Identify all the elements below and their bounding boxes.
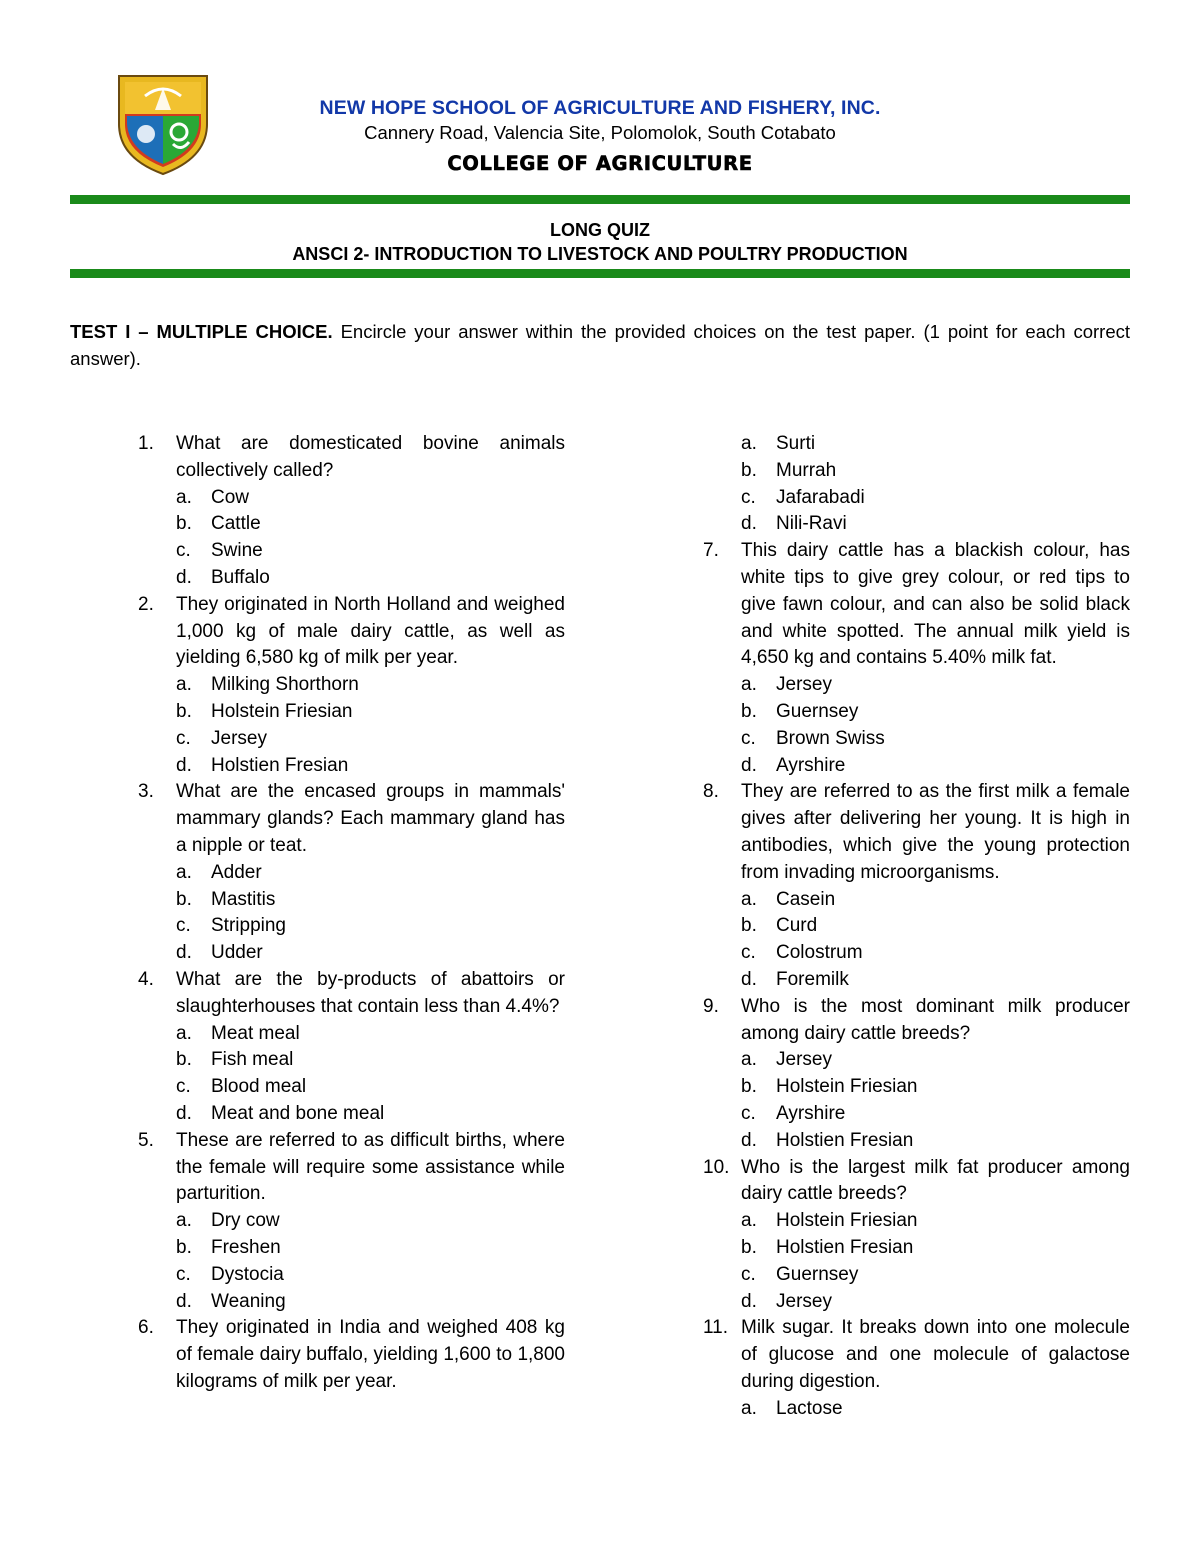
question-text: These are referred to as difficult births, where the female will require some assistance while parturition.	[176, 1129, 565, 1205]
question-number: 2.	[138, 593, 154, 615]
answer-option[interactable]	[138, 1047, 565, 1074]
option-text: Holstien Fresian	[776, 1129, 914, 1151]
option-text: Colostrum	[776, 942, 863, 964]
option-letter: b.	[176, 513, 192, 535]
question-text: They originated in North Holland and weighed 1,000 kg of male dairy cattle, as well as yielding 6,580 kg of milk per year.	[176, 593, 565, 669]
option-text: Stripping	[211, 915, 286, 937]
answer-option[interactable]	[703, 1208, 1130, 1235]
question-text: They are referred to as the first milk a female gives after delivering her young. It is high in antibodies, which give the young protection from invading microorganisms.	[741, 781, 1130, 883]
option-text: Jersey	[211, 727, 267, 749]
option-letter: b.	[176, 888, 192, 910]
answer-option[interactable]	[138, 940, 565, 967]
question-text: This dairy cattle has a blackish colour, has white tips to give grey colour, or red tips to give fawn colour, and can also be solid black and white spotted. The annual milk yield is 4,650 kg and contains 5.40% milk fat.	[741, 540, 1130, 669]
option-text: Lactose	[776, 1397, 843, 1419]
option-letter: d.	[176, 566, 192, 588]
question-number: 6.	[138, 1317, 154, 1339]
question-text: What are the by-products of abattoirs or slaughterhouses that contain less than 4.4%?	[176, 968, 565, 1017]
option-text: Nili-Ravi	[776, 513, 847, 535]
option-letter: d.	[176, 1290, 192, 1312]
option-letter: b.	[176, 1236, 192, 1258]
answer-option[interactable]	[703, 1101, 1130, 1128]
option-text: Jersey	[776, 674, 832, 696]
question-number: 1.	[138, 433, 154, 454]
option-letter: d.	[176, 1102, 192, 1124]
question	[138, 779, 565, 859]
option-letter: c.	[176, 727, 191, 749]
option-text: Meat and bone meal	[211, 1102, 385, 1124]
answer-option[interactable]	[138, 672, 565, 699]
answer-option[interactable]	[138, 726, 565, 753]
answer-option[interactable]	[138, 913, 565, 940]
option-letter: a.	[176, 486, 192, 508]
quiz-title-block	[70, 218, 1130, 266]
answer-option[interactable]	[138, 699, 565, 726]
option-letter: a.	[741, 433, 757, 454]
question-text: Who is the largest milk fat producer among dairy cattle breeds?	[741, 1156, 1130, 1205]
option-letter: b.	[741, 1076, 757, 1098]
question-text: They originated in India and weighed 408 kg of female dairy buffalo, yielding 1,600 to 1,800 kilograms of milk per year.	[176, 1317, 565, 1392]
question	[138, 967, 565, 1021]
option-letter: a.	[176, 1210, 192, 1232]
question-number: 11.	[703, 1317, 729, 1339]
answer-option[interactable]	[138, 1101, 565, 1128]
answer-option[interactable]	[138, 753, 565, 780]
option-letter: b.	[741, 1236, 757, 1258]
option-letter: c.	[176, 1263, 191, 1285]
option-letter: c.	[741, 486, 756, 508]
option-letter: d.	[741, 754, 757, 776]
question	[138, 592, 565, 672]
option-text: Milking Shorthorn	[211, 674, 359, 696]
divider-bottom	[70, 269, 1130, 278]
answer-option[interactable]	[703, 1235, 1130, 1262]
question-number: 8.	[703, 781, 719, 803]
option-letter: a.	[741, 674, 757, 696]
answer-option[interactable]	[703, 1289, 1130, 1316]
option-letter: b.	[176, 700, 192, 722]
answer-option[interactable]	[138, 1208, 565, 1235]
question	[703, 994, 1130, 1048]
option-text: Buffalo	[211, 566, 270, 588]
answer-option[interactable]	[703, 726, 1130, 753]
option-text: Guernsey	[776, 700, 859, 722]
answer-option[interactable]	[138, 538, 565, 565]
answer-option[interactable]	[703, 431, 1130, 458]
answer-option[interactable]	[703, 1074, 1130, 1101]
answer-option[interactable]	[703, 1128, 1130, 1155]
answer-option[interactable]	[138, 485, 565, 512]
question-number: 7.	[703, 540, 719, 562]
answer-option[interactable]	[138, 1289, 565, 1316]
answer-option[interactable]	[703, 1262, 1130, 1289]
option-letter: c.	[741, 1263, 756, 1285]
option-text: Blood meal	[211, 1076, 307, 1098]
option-text: Surti	[776, 433, 816, 454]
option-letter: c.	[176, 915, 191, 937]
answer-option[interactable]	[703, 1047, 1130, 1074]
option-text: Jersey	[776, 1049, 832, 1071]
school-address: Cannery Road, Valencia Site, Polomolok, South Cotabato	[364, 122, 836, 143]
quiz-subtitle: ANSCI 2- INTRODUCTION TO LIVESTOCK AND POULTRY PRODUCTION	[292, 244, 908, 264]
answer-option[interactable]	[703, 913, 1130, 940]
option-letter: b.	[741, 915, 757, 937]
option-text: Murrah	[776, 459, 837, 481]
option-letter: c.	[176, 1076, 191, 1098]
question-number: 4.	[138, 968, 154, 990]
answer-option[interactable]	[703, 753, 1130, 780]
school-logo	[115, 72, 211, 176]
question	[703, 1315, 1130, 1395]
answer-option[interactable]	[138, 511, 565, 538]
option-letter: b.	[176, 1049, 192, 1071]
option-text: Fish meal	[211, 1049, 294, 1071]
question	[138, 1128, 565, 1208]
school-name: NEW HOPE SCHOOL OF AGRICULTURE AND FISHERY, INC.	[319, 97, 881, 119]
answer-option[interactable]	[703, 887, 1130, 914]
option-text: Ayrshire	[776, 1102, 846, 1124]
option-text: Casein	[776, 888, 836, 910]
option-letter: a.	[741, 888, 757, 910]
option-text: Guernsey	[776, 1263, 859, 1285]
answer-option[interactable]	[138, 860, 565, 887]
option-text: Holstein Friesian	[211, 700, 353, 722]
answer-option[interactable]	[703, 967, 1130, 994]
option-letter: a.	[741, 1210, 757, 1232]
option-letter: a.	[176, 1022, 192, 1044]
option-letter: c.	[176, 540, 191, 562]
option-text: Cow	[211, 486, 250, 508]
option-text: Mastitis	[211, 888, 276, 910]
question-number: 9.	[703, 995, 719, 1017]
answer-option[interactable]	[703, 485, 1130, 512]
option-letter: c.	[741, 942, 756, 964]
option-text: Udder	[211, 942, 263, 964]
answer-option[interactable]	[703, 1396, 1130, 1423]
question	[138, 1315, 565, 1395]
option-letter: d.	[176, 754, 192, 776]
test-instructions	[70, 318, 1130, 372]
question	[703, 779, 1130, 886]
option-text: Foremilk	[776, 968, 849, 990]
option-letter: a.	[176, 674, 192, 696]
quiz-title: LONG QUIZ	[550, 220, 650, 240]
option-text: Curd	[776, 915, 818, 937]
question	[138, 431, 565, 485]
answer-option[interactable]	[703, 458, 1130, 485]
answer-option[interactable]	[703, 511, 1130, 538]
divider-top	[70, 195, 1130, 204]
option-text: Adder	[211, 861, 262, 883]
option-letter: d.	[741, 513, 757, 535]
option-text: Jafarabadi	[776, 486, 865, 508]
answer-option[interactable]	[138, 1021, 565, 1048]
questions-column-left	[138, 431, 565, 1396]
question-number: 5.	[138, 1129, 154, 1151]
instructions-text: Encircle your answer within the provided choices on the test paper. (1 point for each correct answer).	[70, 321, 1130, 369]
option-letter: b.	[741, 700, 757, 722]
option-text: Dry cow	[211, 1210, 280, 1232]
option-text: Holstien Fresian	[776, 1236, 914, 1258]
option-letter: d.	[741, 968, 757, 990]
answer-option[interactable]	[703, 672, 1130, 699]
option-letter: c.	[741, 727, 756, 749]
option-text: Swine	[211, 540, 263, 562]
question-text: Who is the most dominant milk producer among dairy cattle breeds?	[741, 995, 1130, 1044]
option-text: Holstien Fresian	[211, 754, 349, 776]
answer-option[interactable]	[703, 940, 1130, 967]
option-letter: a.	[176, 861, 192, 883]
questions-column-right	[703, 431, 1130, 1422]
college-name: COLLEGE OF AGRICULTURE	[447, 152, 753, 175]
answer-option[interactable]	[703, 699, 1130, 726]
option-text: Meat meal	[211, 1022, 300, 1044]
option-text: Holstein Friesian	[776, 1210, 918, 1232]
answer-option[interactable]	[138, 565, 565, 592]
option-letter: d.	[741, 1290, 757, 1312]
question-number: 3.	[138, 781, 154, 803]
option-text: Dystocia	[211, 1263, 284, 1285]
option-letter: b.	[741, 459, 757, 481]
option-letter: d.	[741, 1129, 757, 1151]
option-letter: d.	[176, 942, 192, 964]
option-letter: c.	[741, 1102, 756, 1124]
option-text: Weaning	[211, 1290, 286, 1312]
option-letter: a.	[741, 1397, 757, 1419]
option-text: Jersey	[776, 1290, 832, 1312]
option-text: Freshen	[211, 1236, 281, 1258]
question-text: What are domesticated bovine animals collectively called?	[176, 433, 565, 481]
answer-option[interactable]	[138, 1262, 565, 1289]
question	[703, 1155, 1130, 1209]
question-text: Milk sugar. It breaks down into one molecule of glucose and one molecule of galactose during digestion.	[741, 1317, 1130, 1392]
answer-option[interactable]	[138, 1074, 565, 1101]
answer-option[interactable]	[138, 887, 565, 914]
answer-option[interactable]	[138, 1235, 565, 1262]
instructions-label: TEST I – MULTIPLE CHOICE.	[70, 321, 333, 342]
letterhead	[200, 96, 1000, 177]
option-text: Cattle	[211, 513, 261, 535]
option-text: Holstein Friesian	[776, 1076, 918, 1098]
option-text: Brown Swiss	[776, 727, 885, 749]
question	[703, 538, 1130, 672]
question-number: 10.	[703, 1156, 730, 1178]
option-letter: a.	[741, 1049, 757, 1071]
option-text: Ayrshire	[776, 754, 846, 776]
question-text: What are the encased groups in mammals' mammary glands? Each mammary gland has a nipple or teat.	[176, 781, 565, 856]
